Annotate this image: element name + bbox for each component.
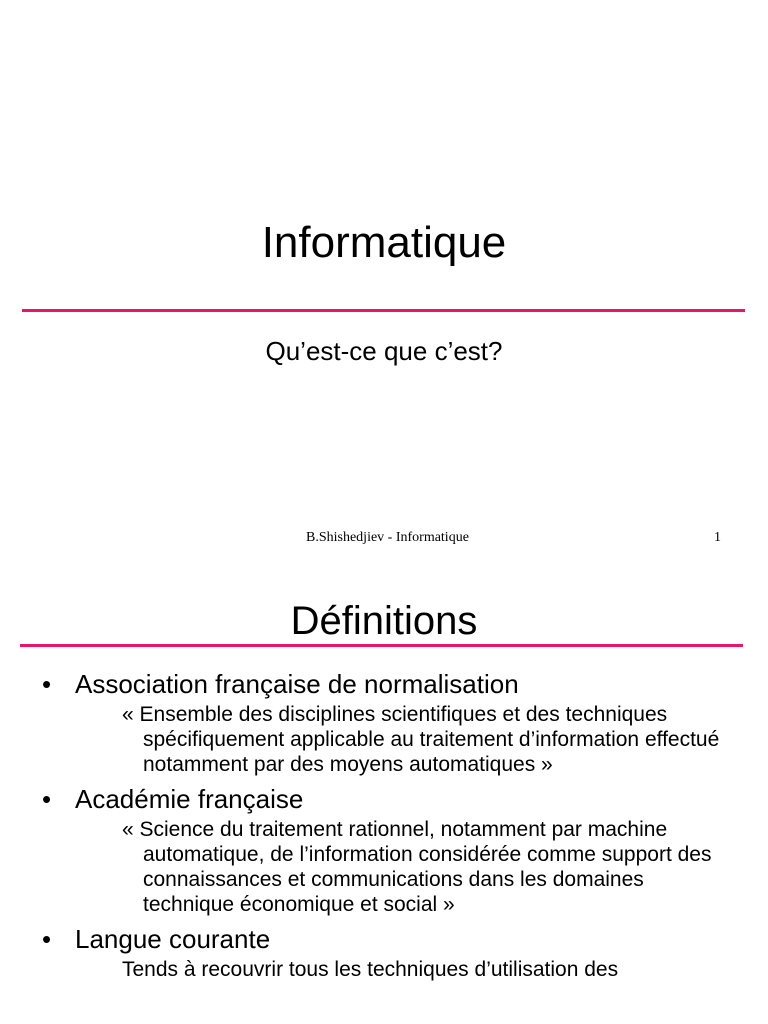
definition-text: « Ensemble des disciplines scientifiques et des techniques spécifiquement applicable au traitement d’information effectué notamment par des moyens automatiques »: [122, 703, 720, 776]
list-item: [0, 666, 768, 777]
title-divider: [20, 644, 743, 647]
definition-source: Académie française: [75, 784, 304, 814]
bullet-icon: •: [42, 669, 52, 699]
definition-source: Association française de normalisation: [75, 669, 519, 699]
slide-title: Définitions: [290, 599, 478, 643]
slide-title: Informatique: [261, 218, 507, 267]
title-divider: [22, 309, 745, 312]
bullet-icon: •: [42, 784, 52, 814]
list-item: [0, 921, 768, 982]
slide-subtitle: Qu’est-ce que c’est?: [265, 336, 503, 366]
definitions-list: [0, 666, 768, 986]
slide-2: [0, 560, 768, 1024]
definition-source: Langue courante: [75, 924, 271, 954]
definition-text: Tends à recouvrir tous les techniques d’utilisation des: [122, 958, 619, 981]
slide-footer-text: B.Shishedjiev - Informatique: [306, 530, 469, 545]
bullet-icon: •: [42, 924, 52, 954]
definition-text: « Science du traitement rationnel, notamment par machine automatique, de l’information considérée comme support des connaissances et communications dans les domaines technique économique et social »: [122, 818, 712, 916]
list-item: [0, 781, 768, 917]
slide-page-number: 1: [714, 530, 721, 545]
